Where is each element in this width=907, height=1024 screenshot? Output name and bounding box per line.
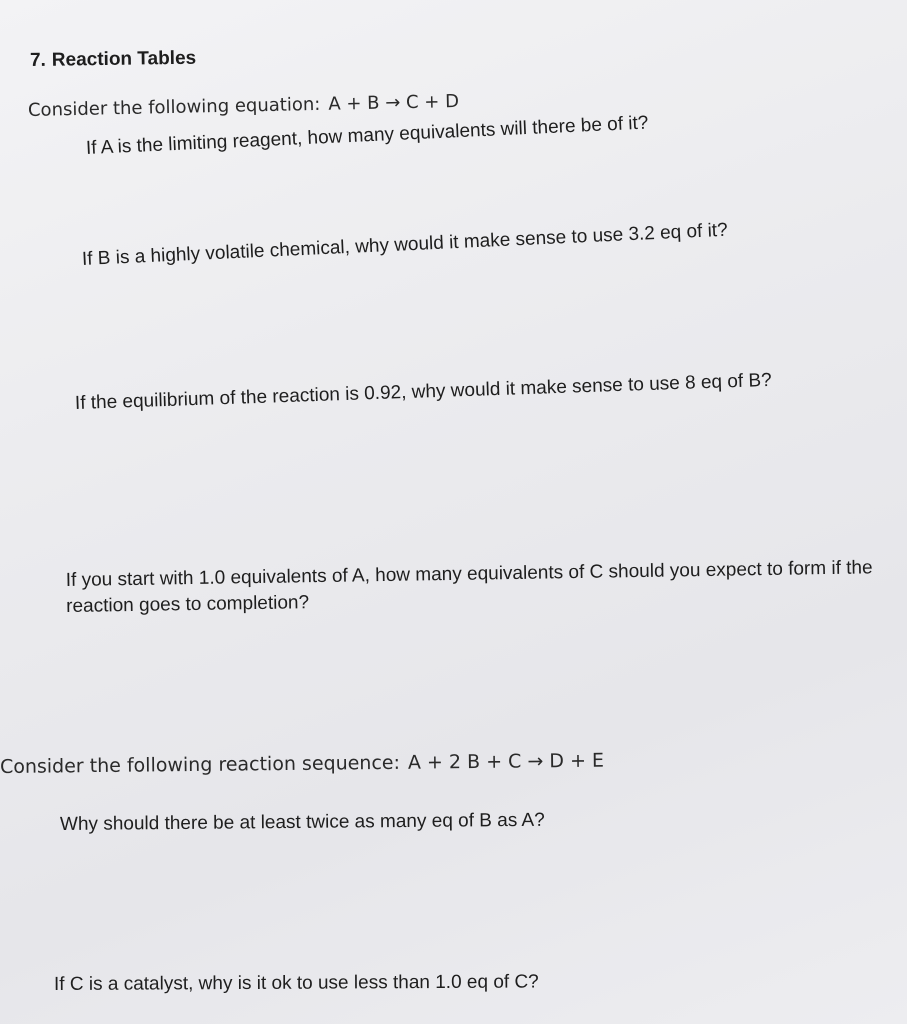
question-6: If C is a catalyst, why is it ok to use less than 1.0 eq of C? [53,971,539,995]
section-title: Reaction Tables [51,47,197,71]
equation-intro [28,91,459,121]
equation-intro-label: Consider the following equation: [27,93,321,121]
sequence-intro [0,750,604,778]
question-5: Why should there be at least twice as many eq of B as A? [59,809,545,835]
equation: A + B → C + D [328,90,460,115]
sequence-intro-label: Consider the following reaction sequence: [0,751,401,778]
question-2: If B is a highly volatile chemical, why would it make sense to use 3.2 eq of it? [81,219,729,270]
question-4: If you start with 1.0 equivalents of A, how many equivalents of C should you expect to form if the reaction goes to completion? [65,557,873,617]
question-3: If the equilibrium of the reaction is 0.92, why would it make sense to use 8 eq of B? [74,369,773,414]
question-1: If A is the limiting reagent, how many equivalents will there be of it? [85,112,649,159]
section-number: 7. [29,49,46,71]
section-heading [30,48,196,72]
sequence-equation: A + 2 B + C → D + E [407,749,605,774]
